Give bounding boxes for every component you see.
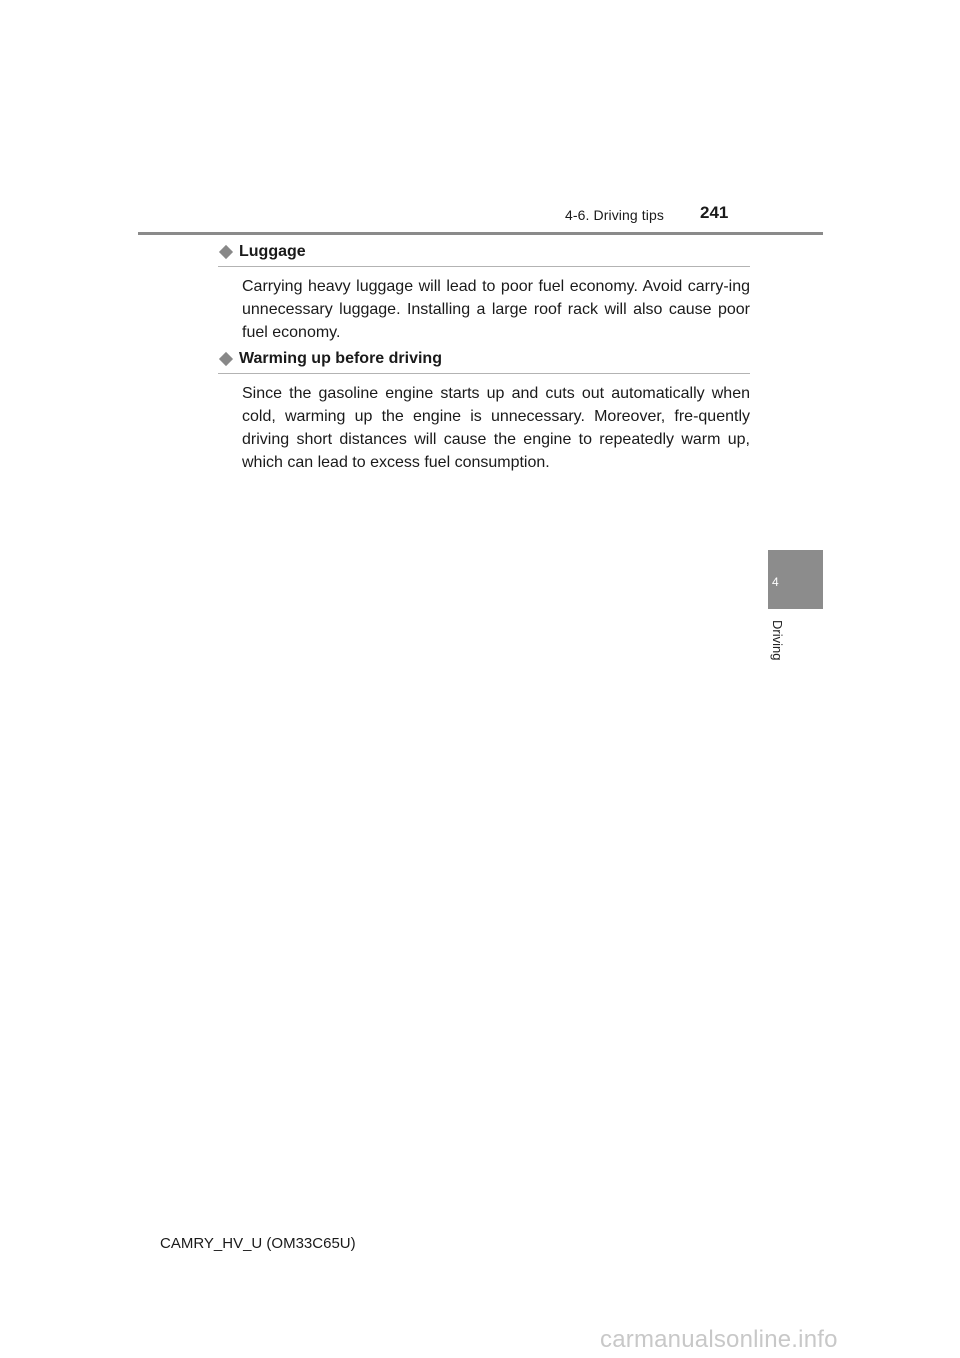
chapter-tab-number: 4 <box>772 575 779 589</box>
page-number: 241 <box>700 203 729 222</box>
section-luggage <box>218 238 750 344</box>
header-divider <box>138 232 823 235</box>
section-body: Since the gasoline engine starts up and cuts out automatically when cold, warming up the engine is unnecessary. Moreover, fre-quently driving short distances will cause the engine to repeatedly warm up, which can lead to excess fuel consumption. <box>242 385 750 471</box>
diamond-icon <box>219 245 233 259</box>
section-heading <box>218 345 750 374</box>
section-body: Carrying heavy luggage will lead to poor fuel economy. Avoid carry-ing unnecessary luggage. Installing a large roof rack will also cause poor fuel economy. <box>242 278 750 341</box>
header-section-title: 4-6. Driving tips <box>565 207 664 223</box>
watermark-text: carmanualsonline.info <box>600 1326 838 1353</box>
section-heading-text: Warming up before driving <box>239 350 442 367</box>
section-warming-up <box>218 345 750 474</box>
section-heading-text: Luggage <box>239 243 306 260</box>
section-heading <box>218 238 750 267</box>
chapter-tab-label: Driving <box>770 620 785 661</box>
footer-model-code: CAMRY_HV_U (OM33C65U) <box>160 1235 356 1252</box>
diamond-icon <box>219 352 233 366</box>
